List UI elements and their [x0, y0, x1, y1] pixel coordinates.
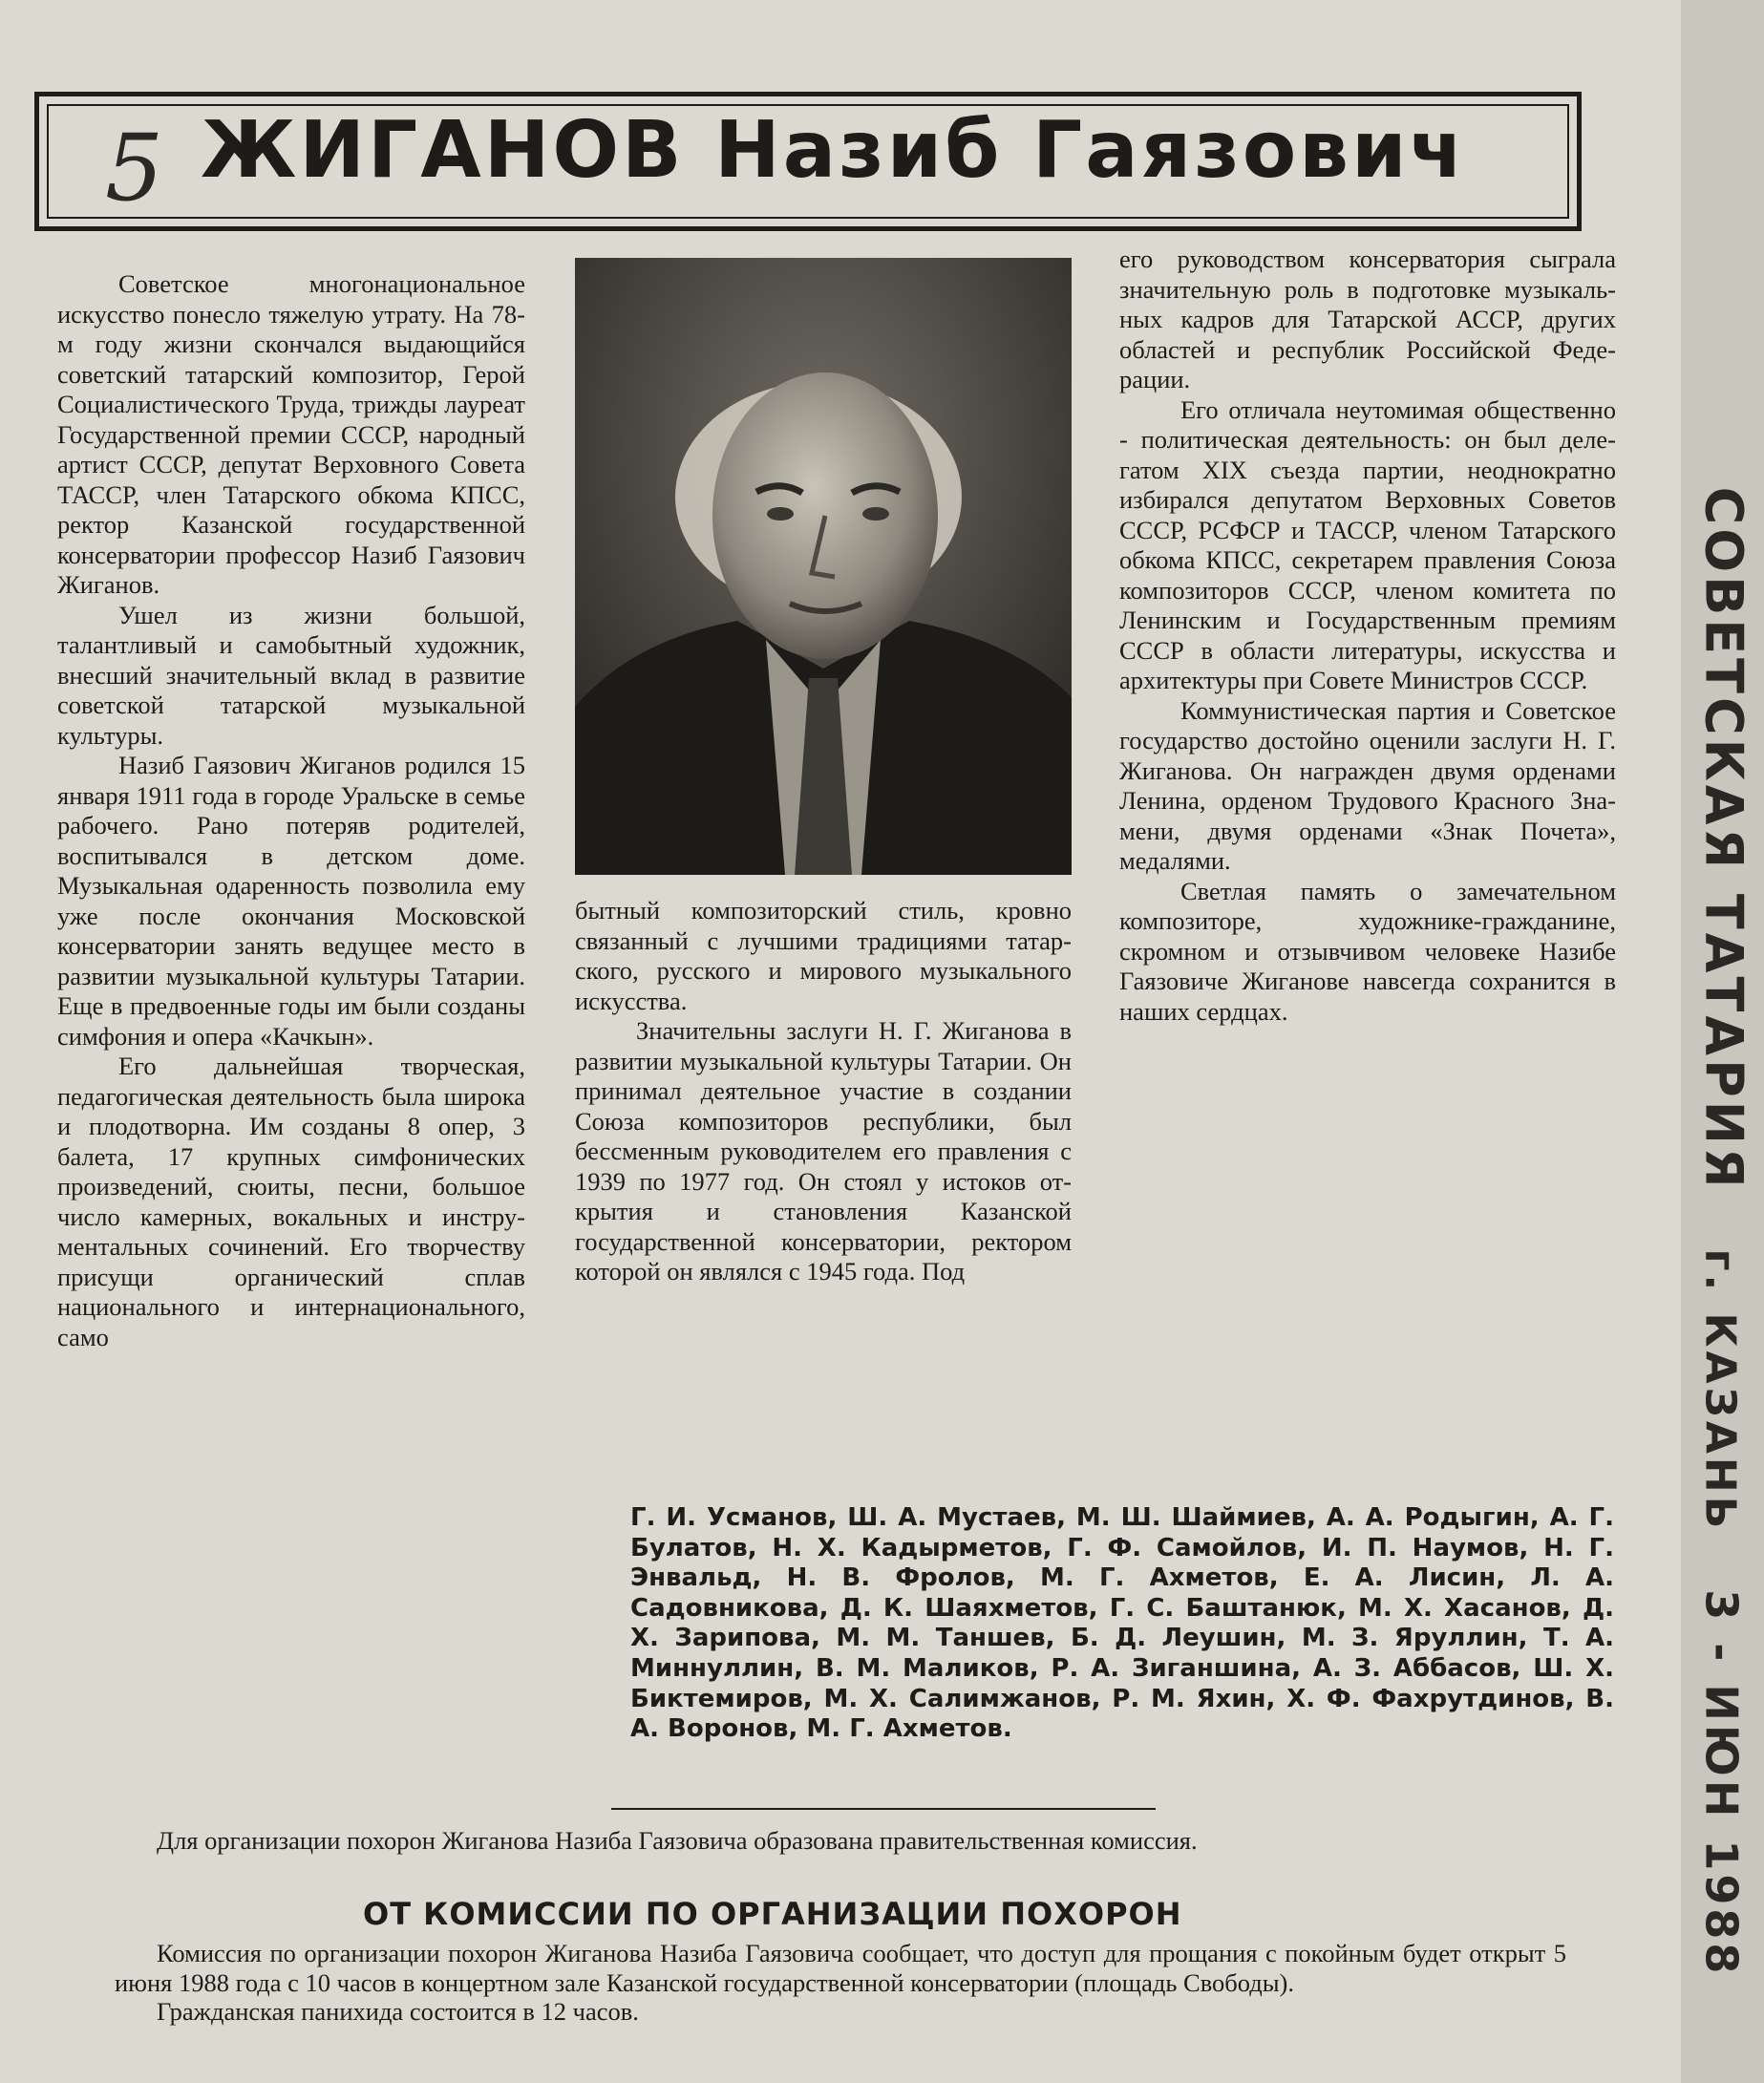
portrait-illustration [575, 258, 1072, 875]
announcement-text: Для организации похорон Жиганова Назиба Гаязовича образована правительственная комиссия. [157, 1826, 1198, 1855]
article-paragraph: Светлая память о замечательном композиторе, художнике-гражданине, скромном и отзывчивом человеке Назибе Гаязовиче Жиганове навсегда сохранится в наших сердцах. [1119, 876, 1616, 1026]
announcement [115, 1826, 1566, 1855]
article-column-1 [57, 269, 525, 1352]
article-paragraph: Ушел из жизни большой, талантливый и самобытный художник, внесший значительный вклад в развитие советской татарской музыкальной культуры. [57, 600, 525, 750]
signatories-list: Г. И. Усманов, Ш. А. Мустаев, М. Ш. Шаймиев, А. А. Родыгин, А. Г. Булатов, Н. Х. Кадырметов, Г. Ф. Самойлов, И. П. Наумов, Н. Г. Энвальд, Н. В. Фролов, М. Г. Ахметов, Е. А. Лисин, Л. А. Садовникова, Д. К. Шаяхметов, Г. С. Баштанюк, М. Х. Хасанов, Д. Х. Зарипова, М. М. Таншев, Б. Д. Леушин, М. З. Яруллин, Т. А. Миннуллин, В. М. Маликов, Р. А. Зиганшина, А. З. Аббасов, Ш. Х. Биктемиров, М. Х. Салимжанов, Р. М. Яхин, Х. Ф. Фахрутдинов, В. А. Воронов, М. Г. Ахметов. [630, 1503, 1614, 1744]
article-paragraph: его руководством консерватория сыграла значительную роль в подготовке музыкальных кадров для Татарской АССР, других областей и республик Российской Федерации. [1119, 244, 1616, 393]
article-paragraph: Назиб Гаязович Жиганов родился 15 января 1911 года в городе Уральске в семье рабочего. Рано потеряв родителей, воспитывался в детском доме. Музыкальная одаренность позволила ему уже после окончания Московской консерватории занять ведущее место в развитии музыкальной культуры Татарии. Еще в предвоенные годы им были созданы симфония и опера «Качкын». [57, 751, 525, 1051]
article-paragraph: бытный композиторский стиль, кровно связанный с лучшими традициями татарского, русского и мирового музыкального искусства. [575, 896, 1072, 1015]
portrait-photo [575, 258, 1072, 875]
article-column-2 [575, 896, 1072, 1287]
article-paragraph: Его дальнейшая творческая, педагогическая деятельность была широка и плодотворна. Им созданы 8 опер, 3 балета, 17 крупных симфонических произведений, сюиты, песни, большое число камерных, вокальных и инструментальных сочинений. Его творчеству присущи органический сплав национального и интернационального, само [57, 1052, 525, 1351]
commission-notice [115, 1939, 1566, 2027]
notice-paragraph: Гражданская панихида состоится в 12 часов. [157, 1997, 639, 2026]
article-column-3 [1119, 244, 1616, 1027]
newspaper-stamp [1694, 487, 1754, 1978]
stamp-newspaper-name: СОВЕТСКАЯ ТАТАРИЯ [1693, 486, 1754, 1192]
article-paragraph: Советское многонациональное искусство понесло тяжелую утрату. На 78-м году жизни скончался выдающийся советский татарский композитор, Герой Социалистического Труда, трижды лауреат Государственной премии СССР, народный артист СССР, депутат Верховного Совета ТАССР, член Татарского обкома КПСС, ректор Казанской государственной консерватории профессор Назиб Гаязович Жиганов. [57, 269, 525, 599]
notice-paragraph: Комиссия по организации похорон Жиганова Назиба Гаязовича сообщает, что доступ для прощания с покойным будет открыт 5 июня 1988 года с 10 часов в концертном зале Казанской государственной консерватории (площадь Свободы). [115, 1939, 1566, 1997]
commission-heading: ОТ КОМИССИИ ПО ОРГАНИЗАЦИИ ПОХОРОН [363, 1896, 1182, 1932]
article-paragraph: Значительны заслуги Н. Г. Жиганова в развитии музыкальной культуры Татарии. Он принимал деятельное участие в создании Союза композиторов республики, был бессменным руководителем его правления с 1939 по 1977 год. Он стоял у истоков открытия и становления Казанской государственной консерватории, ректором которой он являлся с 1945 года. Под [575, 1016, 1072, 1286]
section-divider [611, 1808, 1156, 1810]
article-paragraph: Его отличала неутомимая общественно - политическая деятельность: он был делегатом XIX съезда партии, неоднократно избирался депутатом Верховных Советов СССР, РСФСР и ТАССР, членом Татарского обкома КПСС, секретарем правления Союза композиторов СССР, членом комитета по Ленинским и Государственным премиям СССР в области литературы, искусства и архитектуры при Совете Министров СССР. [1119, 394, 1616, 694]
handwritten-number: 5 [105, 115, 164, 222]
article-paragraph: Коммунистическая партия и Советское государство достойно оценили заслуги Н. Г. Жиганова. Он награжден двумя орденами Ленина, орденом Трудового Красного Знамени, двумя орденами «Знак Почета», медалями. [1119, 695, 1616, 875]
stamp-city: г. КАЗАНЬ [1695, 1248, 1745, 1533]
stamp-date: 3 - ИЮН 1988 [1695, 1589, 1748, 1978]
article-title: ЖИГАНОВ Назиб Гаязович [201, 105, 1466, 196]
